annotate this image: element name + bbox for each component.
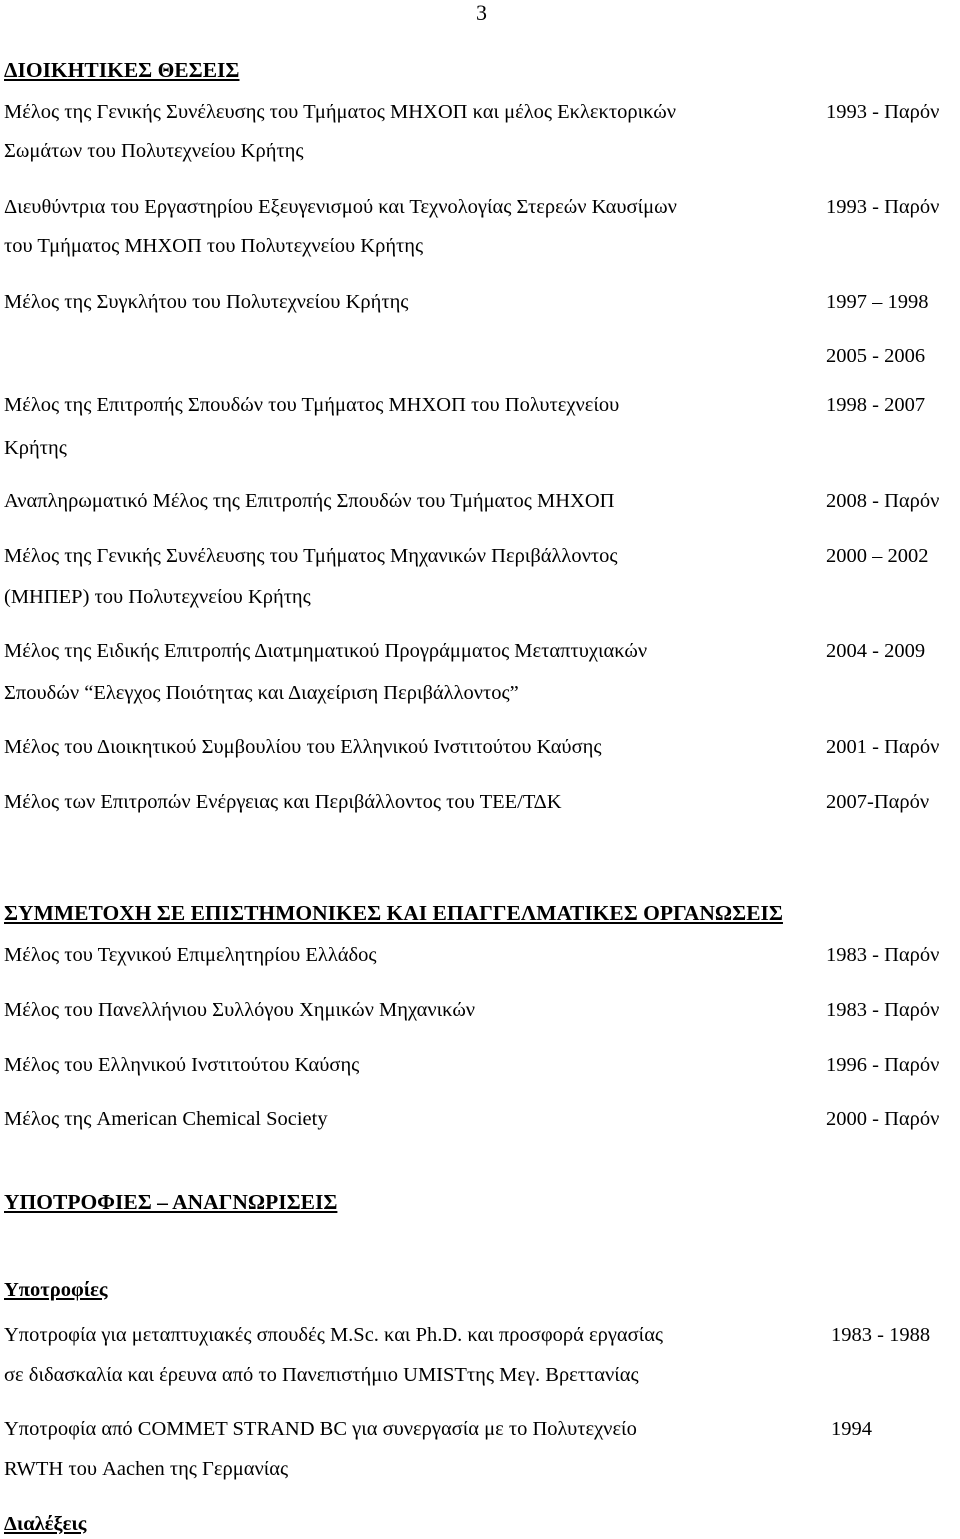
item-text: Υποτροφία από COMMET STRAND BC για συνεργασία με το Πολυτεχνείο <box>4 1418 637 1440</box>
item-date: 2004 - 2009 <box>826 640 926 662</box>
section-title-memberships: ΣΥΜΜΕΤΟΧΗ ΣΕ ΕΠΙΣΤΗΜΟΝΙΚΕΣ ΚΑΙ ΕΠΑΓΓΕΛΜΑΤΙΚΕΣ ΟΡΓΑΝΩΣΕΙΣ <box>4 901 783 925</box>
item-text: Μέλος της American Chemical Society <box>4 1108 328 1130</box>
item-date: 2001 - Παρόν <box>826 736 940 758</box>
page-number: 3 <box>476 0 487 25</box>
item-text: Κρήτης <box>4 437 67 459</box>
item-text: σε διδασκαλία και έρευνα από το Πανεπιστήμιο UMISTτης Μεγ. Βρεττανίας <box>4 1364 639 1386</box>
item-text: Αναπληρωματικό Μέλος της Επιτροπής Σπουδών του Τμήματος ΜΗΧΟΠ <box>4 490 615 512</box>
item-date: 2008 - Παρόν <box>826 490 940 512</box>
item-date: 1994 <box>831 1418 872 1440</box>
item-text: του Τμήματος ΜΗΧΟΠ του Πολυτεχνείου Κρήτης <box>4 235 424 257</box>
item-text: Μέλος του Τεχνικού Επιμελητηρίου Ελλάδος <box>4 944 377 966</box>
item-date: 1998 - 2007 <box>826 394 926 416</box>
item-text: Μέλος του Διοικητικού Συμβουλίου του Ελληνικού Ινστιτούτου Καύσης <box>4 736 602 758</box>
item-date: 1993 - Παρόν <box>826 101 940 123</box>
section-title-administrative: ΔΙΟΙΚΗΤΙΚΕΣ ΘΕΣΕΙΣ <box>4 58 240 82</box>
item-text: Μέλος της Επιτροπής Σπουδών του Τμήματος ΜΗΧΟΠ του Πολυτεχνείου <box>4 394 620 416</box>
item-text: Σωμάτων του Πολυτεχνείου Κρήτης <box>4 140 304 162</box>
item-date: 2000 – 2002 <box>826 545 929 567</box>
subsection-title-lectures: Διαλέξεις <box>4 1513 87 1535</box>
item-text: Μέλος της Συγκλήτου του Πολυτεχνείου Κρήτης <box>4 291 409 313</box>
item-text: Μέλος της Ειδικής Επιτροπής Διατμηματικού Προγράμματος Μεταπτυχιακών <box>4 640 648 662</box>
item-text: Μέλος της Γενικής Συνέλευσης του Τμήματος Μηχανικών Περιβάλλοντος <box>4 545 618 567</box>
item-date: 1983 - Παρόν <box>826 944 940 966</box>
section-title-scholarships: ΥΠΟΤΡΟΦΙΕΣ – ΑΝΑΓΝΩΡΙΣΕΙΣ <box>4 1190 338 1214</box>
subsection-title-scholarships: Υποτροφίες <box>4 1279 108 1301</box>
item-text: Σπουδών “Ελεγχος Ποιότητας και Διαχείριση Περιβάλλοντος” <box>4 682 519 704</box>
item-text: Υποτροφία για μεταπτυχιακές σπουδές M.Sc. και Ph.D. και προσφορά εργασίας <box>4 1324 664 1346</box>
item-date: 1983 - 1988 <box>831 1324 931 1346</box>
item-text: Μέλος του Πανελλήνιου Συλλόγου Χημικών Μηχανικών <box>4 999 476 1021</box>
item-date: 1993 - Παρόν <box>826 196 940 218</box>
item-date: 1983 - Παρόν <box>826 999 940 1021</box>
item-date: 2007-Παρόν <box>826 791 930 813</box>
item-text: Διευθύντρια του Εργαστηρίου Εξευγενισμού και Τεχνολογίας Στερεών Καυσίμων <box>4 196 677 218</box>
item-text: Μέλος του Ελληνικού Ινστιτούτου Καύσης <box>4 1054 360 1076</box>
item-date: 1996 - Παρόν <box>826 1054 940 1076</box>
item-date: 2005 - 2006 <box>826 345 926 367</box>
item-text: Μέλος των Επιτροπών Ενέργειας και Περιβάλλοντος του ΤΕΕ/ΤΔΚ <box>4 791 562 813</box>
item-text: (ΜΗΠΕΡ) του Πολυτεχνείου Κρήτης <box>4 586 311 608</box>
item-text: Μέλος της Γενικής Συνέλευσης του Τμήματος ΜΗΧΟΠ και μέλος Εκλεκτορικών <box>4 101 677 123</box>
item-text: RWTH του Aachen της Γερμανίας <box>4 1458 289 1480</box>
item-date: 2000 - Παρόν <box>826 1108 940 1130</box>
item-date: 1997 – 1998 <box>826 291 929 313</box>
